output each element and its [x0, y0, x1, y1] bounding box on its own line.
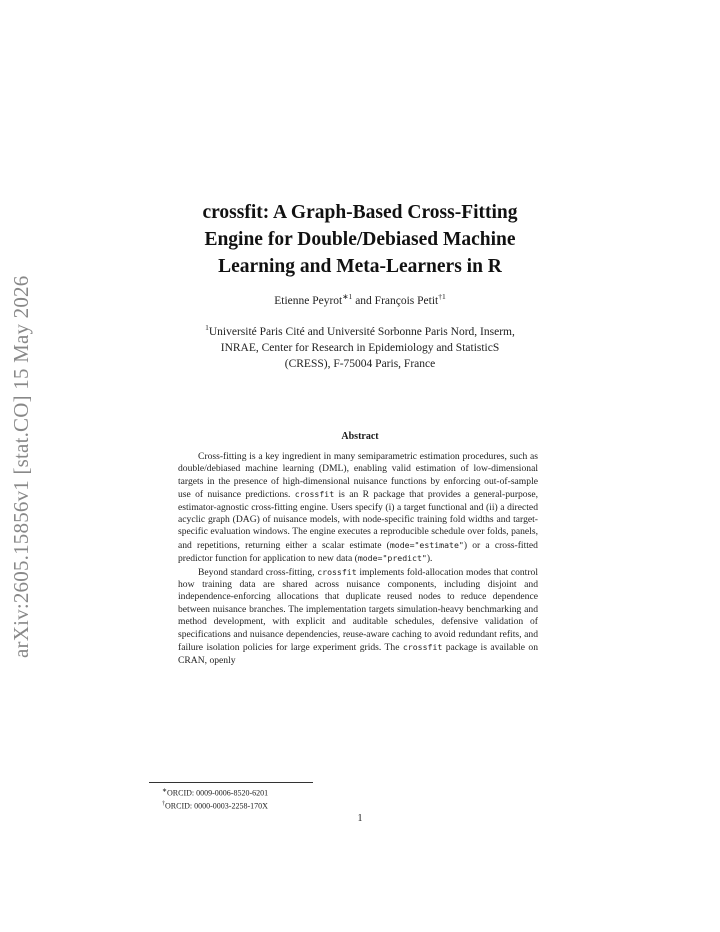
footnotes [162, 786, 268, 812]
inline-code: crossfit [317, 566, 357, 577]
inline-code: crossfit [402, 642, 443, 653]
paper-title [0, 199, 720, 280]
author-connector: and [352, 294, 375, 307]
affiliation [0, 320, 720, 372]
abstract-heading: Abstract [341, 431, 379, 442]
affiliation-line-3: (CRESS), F-75004 Paris, France [284, 357, 436, 370]
author-list [0, 292, 720, 307]
inline-code: mode="predict" [357, 553, 427, 564]
footnote-orcid-1: ∗ORCID: 0009-0006-8520-6201 [162, 788, 269, 798]
affiliation-line-1: Université Paris Cité and Université Sorbonne Paris Nord, Inserm, [208, 325, 515, 338]
footnote-rule [149, 782, 313, 783]
title-line-2: Engine for Double/Debiased Machine [204, 229, 516, 250]
title-line-3: Learning and Meta-Learners in R [218, 256, 502, 277]
abstract-body [178, 451, 538, 667]
inline-code: mode="estimate" [389, 539, 464, 550]
affiliation-marker: 1 [205, 323, 209, 332]
author-marker: ∗1 [342, 292, 353, 301]
author-marker: †1 [438, 292, 446, 301]
footnote-orcid-2: †ORCID: 0000-0003-2258-170X [162, 801, 268, 811]
affiliation-line-2: INRAE, Center for Research in Epidemiology and StatisticS [220, 341, 500, 354]
author-name: François Petit [374, 294, 439, 307]
inline-code: crossfit [294, 489, 335, 500]
author-name: Etienne Peyrot [274, 294, 343, 307]
abstract-paragraph-2: Beyond standard cross-fitting, crossfit implements fold-allocation modes that control how training data are shared across nuisance components, including disjoint and independence-enforcing allocations that duplicate reused nodes to reduce dependence between nuisance branches. The implementation targets simulation-heavy benchmarking and method development, with explicit and auditable schedules, defensive validation of specifications and nuisance dependencies, reuse-aware caching to avoid redundant refits, and failure isolation policies for large experiment grids. The crossfit package is available on CRAN, openly [178, 566, 539, 666]
abstract-paragraph-1: Cross-fitting is a key ingredient in many semiparametric estimation procedures, such as double/debiased machine learning (DML), enabling valid estimation of low-dimensional targets in the presence of high-dimensional nuisance functions by enforcing out-of-sample use of nuisance predictions. crossfit is an R package that provides a general-purpose, estimator-agnostic cross-fitting engine. Users specify (i) a target functional and (ii) a directed acyclic graph (DAG) of nuisance models, with node-specific training fold widths and target-specific evaluation windows. The engine executes a reproducible schedule over folds, panels, and repetitions, returning either a scalar estimate (mode="estimate") or a cross-fitted predictor function for application to new data (mode="predict"). [178, 451, 538, 565]
arxiv-identifier-stamp: arXiv:2605.15856v1 [stat.CO] 15 May 2026 [9, 275, 33, 658]
title-line-1: crossfit: A Graph-Based Cross-Fitting [202, 202, 518, 223]
page-number: 1 [357, 813, 363, 824]
